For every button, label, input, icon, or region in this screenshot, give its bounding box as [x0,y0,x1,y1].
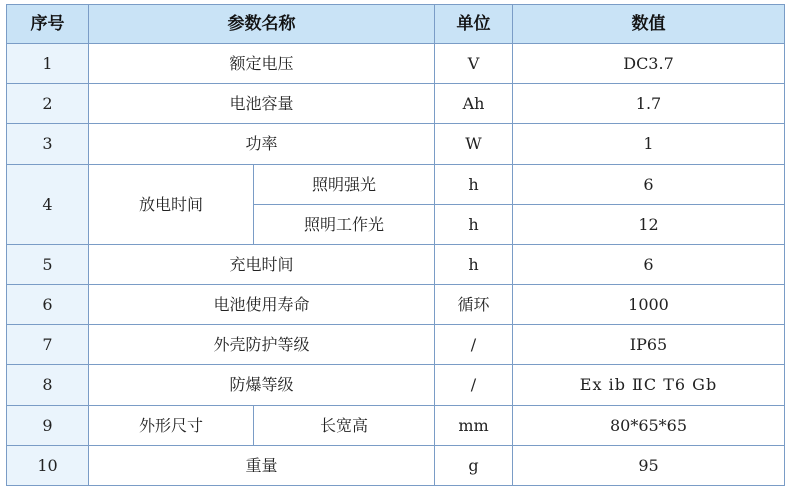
row-value: Ex ib ⅡC T6 Gb [513,365,785,405]
table-row [7,84,785,124]
header-index: 序号 [7,5,89,44]
row-unit: Ah [435,84,513,124]
row-subname: 照明工作光 [254,204,435,244]
table-row [7,285,785,325]
row-unit: mm [435,405,513,445]
row-subname: 长宽高 [254,405,435,445]
row-index: 6 [7,285,89,325]
row-name: 防爆等级 [89,365,435,405]
row-unit: h [435,244,513,284]
header-value: 数值 [513,5,785,44]
row-unit: / [435,325,513,365]
row-index: 3 [7,124,89,164]
header-row [7,5,785,44]
row-unit: g [435,445,513,485]
row-name: 重量 [89,445,435,485]
row-name: 电池使用寿命 [89,285,435,325]
row-name: 充电时间 [89,244,435,284]
row-index: 10 [7,445,89,485]
spec-table [6,4,785,486]
row-unit: 循环 [435,285,513,325]
row-unit: / [435,365,513,405]
table-row [7,365,785,405]
row-unit: W [435,124,513,164]
row-unit: V [435,44,513,84]
row-value: IP65 [513,325,785,365]
table-row [7,325,785,365]
row-value: DC3.7 [513,44,785,84]
row-index: 1 [7,44,89,84]
row-name: 外壳防护等级 [89,325,435,365]
row-name: 额定电压 [89,44,435,84]
row-index: 9 [7,405,89,445]
table-row [7,445,785,485]
row-name: 功率 [89,124,435,164]
row-subname: 照明强光 [254,164,435,204]
row-value: 80*65*65 [513,405,785,445]
row-value: 95 [513,445,785,485]
row-index: 7 [7,325,89,365]
table-row [7,244,785,284]
row-value: 6 [513,164,785,204]
table-row [7,44,785,84]
row-index: 8 [7,365,89,405]
row-value: 1 [513,124,785,164]
row-index: 4 [7,164,89,244]
row-value: 12 [513,204,785,244]
header-unit: 单位 [435,5,513,44]
row-name: 放电时间 [89,164,254,244]
table-row [7,124,785,164]
table-row [7,405,785,445]
header-name: 参数名称 [89,5,435,44]
row-unit: h [435,164,513,204]
row-unit: h [435,204,513,244]
table-row [7,164,785,204]
row-index: 5 [7,244,89,284]
row-value: 1.7 [513,84,785,124]
row-name: 外形尺寸 [89,405,254,445]
row-value: 1000 [513,285,785,325]
row-value: 6 [513,244,785,284]
row-name: 电池容量 [89,84,435,124]
row-index: 2 [7,84,89,124]
